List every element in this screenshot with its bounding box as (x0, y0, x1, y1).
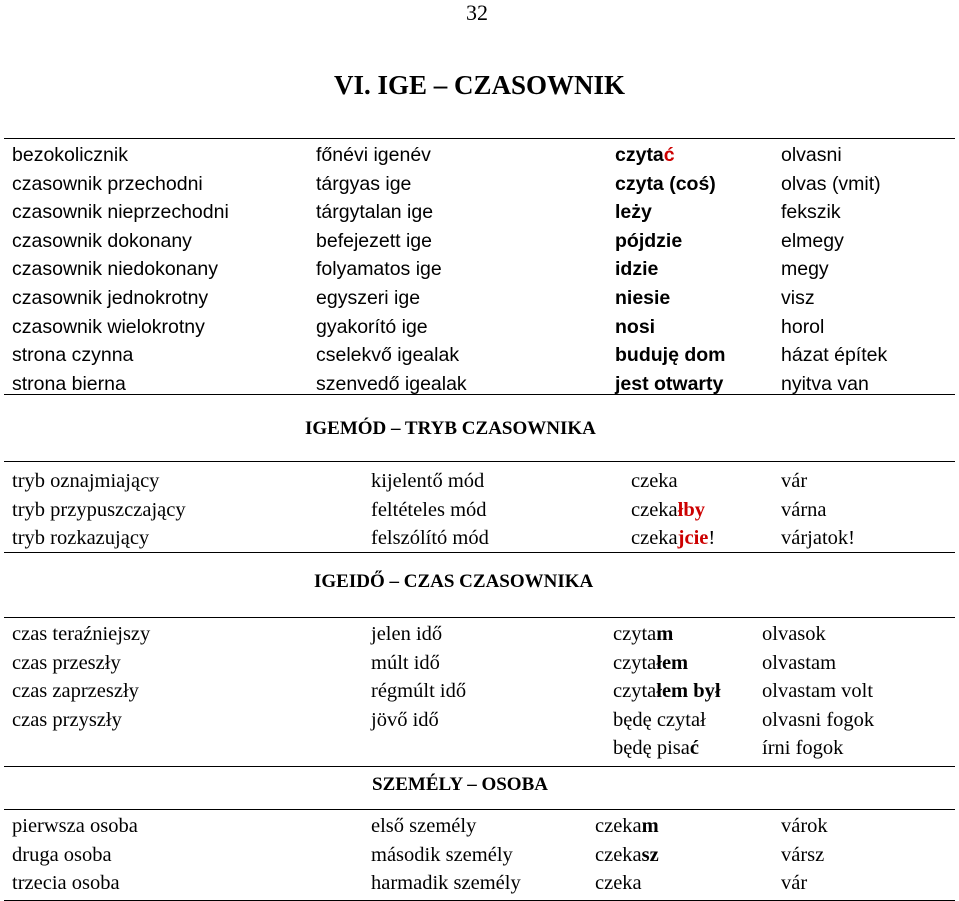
table-row (4, 677, 955, 706)
hungarian-term: befejezett ige (316, 229, 433, 252)
hungarian-example: olvasni (781, 144, 842, 166)
example-segment: czeka (631, 527, 678, 550)
polish-term: czasownik jednokrotny (12, 287, 209, 309)
polish-term: czas zaprzeszły (12, 680, 139, 703)
hungarian-example: várna (781, 498, 827, 521)
polish-example (615, 227, 682, 256)
polish-example (613, 706, 706, 735)
person-section-title: SZEMÉLY – OSOBA (372, 774, 548, 795)
hungarian-term: jövő idő (371, 708, 439, 731)
hungarian-term: szenvedő igealak (316, 372, 467, 395)
table-row (4, 227, 955, 256)
polish-example (631, 496, 705, 525)
example-segment: sz (641, 843, 659, 866)
polish-example (615, 141, 675, 170)
hungarian-term: régmúlt idő (371, 680, 467, 703)
example-segment: czeka (631, 470, 678, 492)
polish-example (615, 341, 726, 370)
polish-example (595, 841, 659, 870)
polish-example (615, 170, 716, 199)
verb-terms-table (4, 138, 955, 395)
table-row (4, 706, 955, 735)
page-number: 32 (466, 0, 488, 25)
hungarian-example: vársz (781, 843, 825, 866)
hungarian-example: írni fogok (762, 737, 844, 760)
hungarian-example: olvasok (762, 623, 826, 645)
example-segment: łem był (656, 680, 721, 703)
polish-example (615, 198, 652, 227)
polish-term: czas przeszły (12, 651, 121, 674)
polish-term: strona bierna (12, 372, 126, 395)
example-segment: łby (677, 498, 706, 521)
hungarian-example: vár (781, 470, 808, 492)
polish-example (595, 812, 659, 841)
hungarian-term: felszólító mód (371, 527, 489, 550)
hungarian-term: jelen idő (371, 623, 443, 645)
table-row (4, 620, 955, 649)
example-segment: czyta (615, 144, 664, 166)
hungarian-term: második személy (371, 843, 513, 866)
polish-term: czasownik przechodni (12, 172, 203, 195)
hungarian-term: cselekvő igealak (316, 344, 460, 367)
hungarian-example: megy (781, 258, 829, 281)
polish-term: bezokolicznik (12, 144, 128, 166)
example-segment: czyta (613, 623, 657, 645)
hungarian-example: várok (781, 815, 828, 837)
hungarian-example: horol (781, 315, 825, 338)
hungarian-term: első személy (371, 815, 477, 837)
polish-term: tryb rozkazujący (12, 527, 150, 550)
polish-term: tryb przypuszczający (12, 498, 186, 521)
example-segment: jcie (677, 527, 709, 550)
example-segment: nosi (615, 315, 656, 338)
example-segment: łem (656, 651, 689, 674)
table-row (4, 313, 955, 342)
hungarian-example: olvastam (762, 651, 837, 674)
example-segment: będę czytał (613, 708, 706, 731)
hungarian-example: olvasni fogok (762, 708, 875, 731)
table-row (4, 284, 955, 313)
hungarian-term: harmadik személy (371, 872, 521, 895)
polish-example (613, 677, 721, 706)
polish-example (613, 649, 688, 678)
table-row (4, 734, 955, 763)
polish-example (615, 284, 670, 313)
hungarian-term: feltételes mód (371, 498, 487, 521)
table-row (4, 255, 955, 284)
table-row (4, 524, 955, 553)
hungarian-example: fekszik (781, 201, 841, 224)
polish-term: tryb oznajmiający (12, 470, 160, 492)
example-segment: ! (708, 527, 716, 550)
polish-term: pierwsza osoba (12, 815, 138, 837)
polish-example (613, 620, 673, 649)
table-row (4, 869, 955, 898)
example-segment: będę pisa (613, 737, 690, 760)
table-row (4, 198, 955, 227)
polish-term: strona czynna (12, 344, 134, 367)
hungarian-term: folyamatos ige (316, 258, 442, 281)
polish-term: czas przyszły (12, 708, 122, 731)
example-segment: czeka (595, 843, 642, 866)
example-segment: buduję dom (615, 344, 726, 367)
hungarian-term: egyszeri ige (316, 287, 421, 309)
example-segment: czyta (613, 651, 657, 674)
polish-term: czasownik nieprzechodni (12, 201, 229, 224)
chapter-title: VI. IGE – CZASOWNIK (333, 70, 626, 100)
example-segment: m (656, 623, 674, 645)
mood-table (4, 461, 955, 553)
polish-example (615, 370, 723, 399)
polish-term: czasownik niedokonany (12, 258, 218, 281)
polish-example (615, 255, 658, 284)
table-row (4, 141, 955, 170)
example-segment: czyta (coś) (615, 172, 716, 195)
table-row (4, 370, 955, 399)
hungarian-example: olvas (vmit) (781, 172, 881, 195)
example-segment: idzie (615, 258, 659, 281)
table-row (4, 496, 955, 525)
tense-table (4, 617, 955, 767)
example-segment: czeka (595, 872, 642, 895)
example-segment: ć (689, 737, 699, 760)
polish-example (631, 467, 678, 496)
example-segment: czeka (631, 498, 678, 521)
hungarian-term: tárgytalan ige (316, 201, 434, 224)
hungarian-example: visz (781, 287, 815, 309)
table-row (4, 649, 955, 678)
polish-term: czas teraźniejszy (12, 623, 151, 645)
hungarian-example: vár (781, 872, 808, 895)
example-segment: ć (663, 144, 675, 166)
tense-section-title: IGEIDŐ – CZAS CZASOWNIKA (314, 571, 594, 592)
example-segment: niesie (615, 287, 671, 309)
person-table (4, 809, 955, 901)
hungarian-example: házat építek (781, 344, 888, 367)
polish-term: czasownik wielokrotny (12, 315, 205, 338)
polish-term: druga osoba (12, 843, 112, 866)
mood-section-title: IGEMÓD – TRYB CZASOWNIKA (305, 418, 596, 439)
polish-term: trzecia osoba (12, 872, 120, 895)
hungarian-term: gyakorító ige (316, 315, 428, 338)
example-segment: jest otwarty (615, 372, 724, 395)
polish-example (631, 524, 715, 553)
example-segment: pójdzie (615, 229, 683, 252)
polish-example (615, 313, 655, 342)
table-row (4, 812, 955, 841)
example-segment: czeka (595, 815, 642, 837)
example-segment: m (641, 815, 659, 837)
hungarian-example: olvastam volt (762, 680, 874, 703)
polish-example (595, 869, 642, 898)
hungarian-example: várjatok! (781, 527, 855, 550)
hungarian-term: főnévi igenév (316, 144, 431, 166)
table-row (4, 841, 955, 870)
table-row (4, 467, 955, 496)
hungarian-term: tárgyas ige (316, 172, 412, 195)
example-segment: leży (615, 201, 652, 224)
table-row (4, 341, 955, 370)
polish-term: czasownik dokonany (12, 229, 192, 252)
hungarian-term: múlt idő (371, 651, 440, 674)
hungarian-example: elmegy (781, 229, 844, 252)
hungarian-term: kijelentő mód (371, 470, 485, 492)
polish-example (613, 734, 699, 763)
table-row (4, 170, 955, 199)
example-segment: czyta (613, 680, 657, 703)
hungarian-example: nyitva van (781, 372, 869, 395)
